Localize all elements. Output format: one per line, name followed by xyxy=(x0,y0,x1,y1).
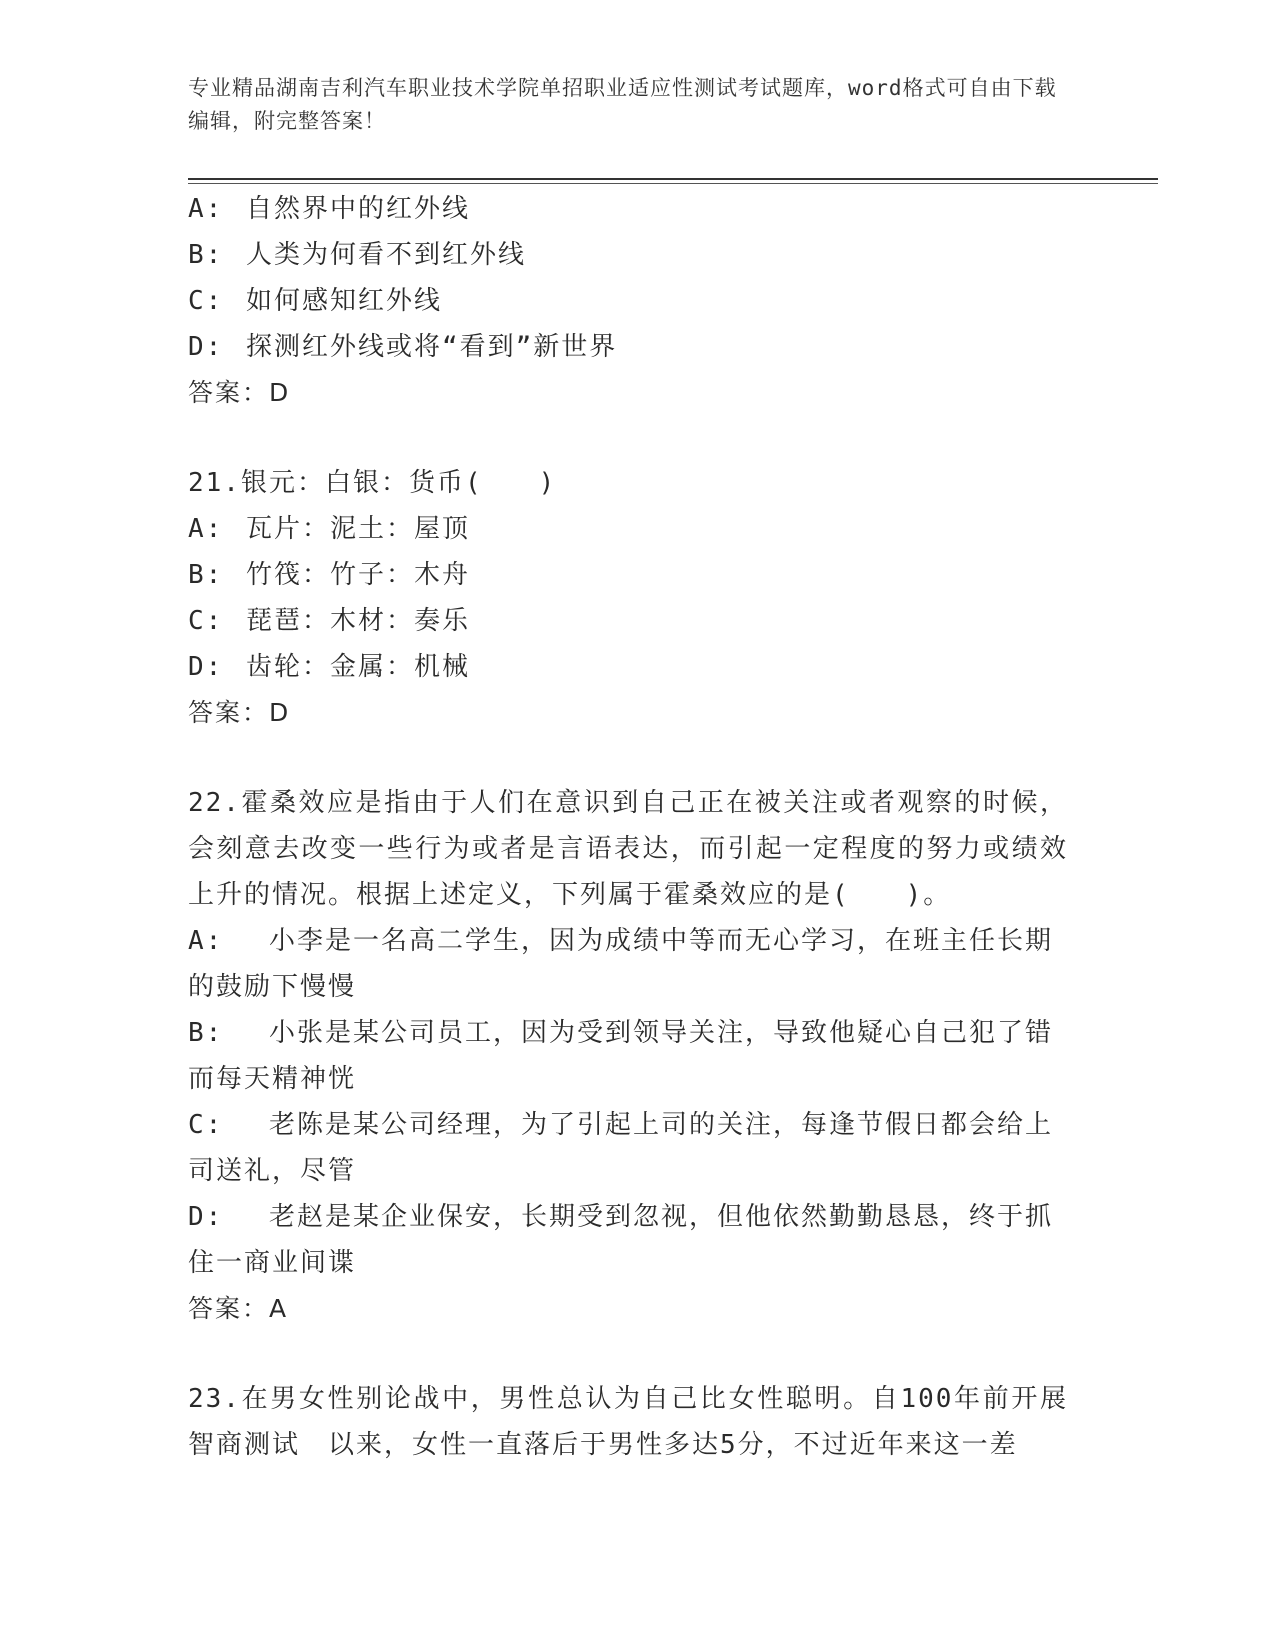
option-text: 自然界中的红外线 xyxy=(246,194,471,224)
option-letter: D: xyxy=(188,652,224,682)
option-letter: D: xyxy=(188,1202,224,1232)
option-letter: A: xyxy=(188,514,224,544)
question-21 xyxy=(188,460,1068,736)
option-text: 小李是一名高二学生，因为成绩中等而无心学习，在班主任长期的鼓励下慢慢 xyxy=(188,926,1053,1002)
option-letter: D: xyxy=(188,332,224,362)
spacer xyxy=(188,736,1068,780)
option-text: 老陈是某公司经理，为了引起上司的关注，每逢节假日都会给上司送礼，尽管 xyxy=(188,1110,1053,1186)
option-text: 探测红外线或将“看到”新世界 xyxy=(246,332,618,362)
option-b xyxy=(188,1010,1068,1102)
option-a xyxy=(188,186,1068,232)
answer-line: 答案：A xyxy=(188,1294,289,1323)
question-23 xyxy=(188,1376,1068,1468)
question-stem: 21.银元：白银：货币( ) xyxy=(188,468,557,498)
option-text: 竹筏：竹子：木舟 xyxy=(246,560,471,590)
option-d xyxy=(188,644,1068,690)
option-text: 瓦片：泥土：屋顶 xyxy=(246,514,471,544)
option-text: 齿轮：金属：机械 xyxy=(246,652,471,682)
question-20 xyxy=(188,186,1068,416)
option-letter: A: xyxy=(188,926,224,956)
option-d xyxy=(188,324,1068,370)
option-text: 小张是某公司员工，因为受到领导关注，导致他疑心自己犯了错而每天精神恍 xyxy=(188,1018,1053,1094)
option-text: 琵琶：木材：奏乐 xyxy=(246,606,471,636)
spacer xyxy=(188,1332,1068,1376)
option-letter: A: xyxy=(188,194,224,224)
option-letter: B: xyxy=(188,560,224,590)
option-letter: C: xyxy=(188,606,224,636)
question-stem: 23.在男女性别论战中，男性总认为自己比女性聪明。自100年前开展智商测试 以来，女性一直落后于男性多达5分，不过近年来这一差 xyxy=(188,1384,1068,1460)
header-divider-thick xyxy=(188,178,1158,180)
option-text: 老赵是某企业保安，长期受到忽视，但他依然勤勤恳恳，终于抓住一商业间谍 xyxy=(188,1202,1053,1278)
option-letter: B: xyxy=(188,1018,224,1048)
answer-line: 答案：D xyxy=(188,698,291,727)
option-c xyxy=(188,278,1068,324)
option-text: 人类为何看不到红外线 xyxy=(246,240,527,270)
header-divider-thin xyxy=(188,183,1158,184)
question-stem: 22.霍桑效应是指由于人们在意识到自己正在被关注或者观察的时候，会刻意去改变一些行为或者是言语表达，而引起一定程度的努力或绩效上升的情况。根据上述定义，下列属于霍桑效应的是( )。 xyxy=(188,788,1068,910)
question-22 xyxy=(188,780,1068,1332)
option-letter: C: xyxy=(188,286,224,316)
option-b xyxy=(188,552,1068,598)
option-text: 如何感知红外线 xyxy=(246,286,443,316)
question-content xyxy=(188,186,1068,1468)
option-letter: B: xyxy=(188,240,224,270)
answer-line: 答案：D xyxy=(188,378,291,407)
option-a xyxy=(188,506,1068,552)
option-a xyxy=(188,918,1068,1010)
option-c xyxy=(188,1102,1068,1194)
spacer xyxy=(188,416,1068,460)
option-d xyxy=(188,1194,1068,1286)
option-b xyxy=(188,232,1068,278)
page-header: 专业精品湖南吉利汽车职业技术学院单招职业适应性测试考试题库，word格式可自由下载编辑，附完整答案！ xyxy=(188,76,1057,133)
option-c xyxy=(188,598,1068,644)
option-letter: C: xyxy=(188,1110,224,1140)
